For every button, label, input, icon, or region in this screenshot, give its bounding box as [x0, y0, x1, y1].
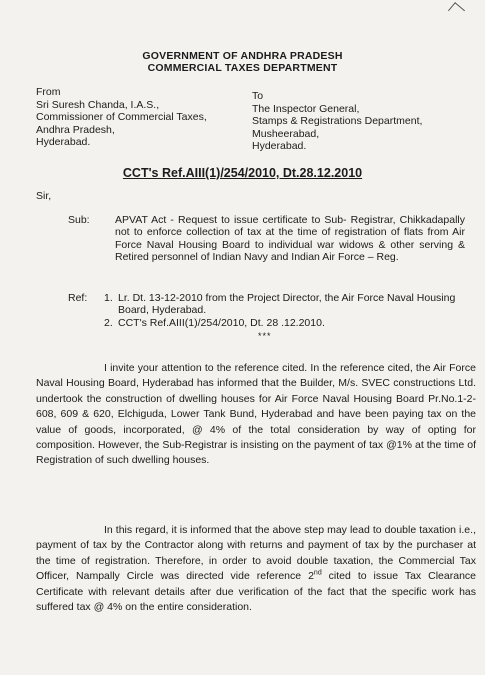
from-line: Commissioner of Commercial Taxes, [36, 111, 207, 123]
subject-text: APVAT Act - Request to issue certificate to Sub- Registrar, Chikkadapally not to enforce collection of tax at the time of registration of flats from Air Force Naval Housing Board to individual war widows & other serving & Retired personnel of Indian Navy and Indian Air Force – Reg. [115, 214, 465, 263]
reference-number: 2. [104, 316, 113, 329]
from-line: Andhra Pradesh, [36, 123, 115, 136]
to-label: To [252, 90, 264, 102]
reference-item [104, 292, 474, 317]
ordinal-suffix: nd [313, 569, 322, 577]
to-line: Hyderabad. [252, 140, 307, 152]
subject-label: Sub: [68, 214, 90, 226]
paragraph-text: In this regard, it is informed that the above step may lead to double taxation i.e., payment of tax by the Contractor along with returns and payment of tax by the purchaser at the time of registration. Therefore, in order to avoid double taxation, the Commercial Tax Officer, Nampally Circle was directed vide reference 2 [36, 524, 476, 583]
check-mark-icon [448, 2, 465, 19]
separator-stars: *** [258, 331, 272, 341]
reference-text: Lr. Dt. 13-12-2010 from the Project Director, the Air Force Naval Housing Board, Hyderabad. [118, 292, 456, 317]
salutation: Sir, [36, 190, 52, 202]
to-line: Musheerabad, [252, 127, 320, 140]
reference-label: Ref: [68, 292, 88, 304]
from-line: Sri Suresh Chanda, I.A.S., [36, 98, 160, 111]
reference-list [104, 292, 474, 329]
government-header: GOVERNMENT OF ANDHRA PRADESH [142, 50, 343, 62]
to-line: Stamps & Registrations Department, [252, 115, 423, 127]
reference-title: CCT's Ref.AIII(1)/254/2010, Dt.28.12.2010 [122, 166, 363, 180]
to-line: The Inspector General, [252, 102, 360, 115]
body-paragraph-2 [36, 523, 476, 615]
from-address [36, 86, 207, 149]
from-label: From [36, 86, 61, 98]
from-line: Hyderabad. [36, 136, 91, 148]
reference-item [104, 317, 474, 329]
to-address [252, 90, 422, 153]
paragraph-text: cited to issue Tax Clearance Certificate with relevant details after due verification of the fact that the specific work has suffered tax @ 4% on the entire consideration. [36, 570, 477, 614]
department-header: COMMERCIAL TAXES DEPARTMENT [147, 62, 338, 74]
reference-text: CCT's Ref.AIII(1)/254/2010, Dt. 28 .12.2010. [118, 316, 325, 329]
body-paragraph-1: I invite your attention to the reference cited. In the reference cited, the Air Force Naval Housing Board, Hyderabad has informed that the Builder, M/s. SVEC constructions Ltd. undertook the construction of dwelling houses for Air Force Naval Housing Board Pr.No.1-2-608, 609 & 620, Elchiguda, Lower Tank Bund, Hyderabad and have been paying tax on the value of goods, incorporated, @ 4% of the total consideration by way of opting for composition. However, the Sub-Registrar is insisting on the payment of tax @1% at the time of Registration of such dwelling houses. [36, 362, 476, 467]
reference-number: 1. [104, 292, 113, 304]
